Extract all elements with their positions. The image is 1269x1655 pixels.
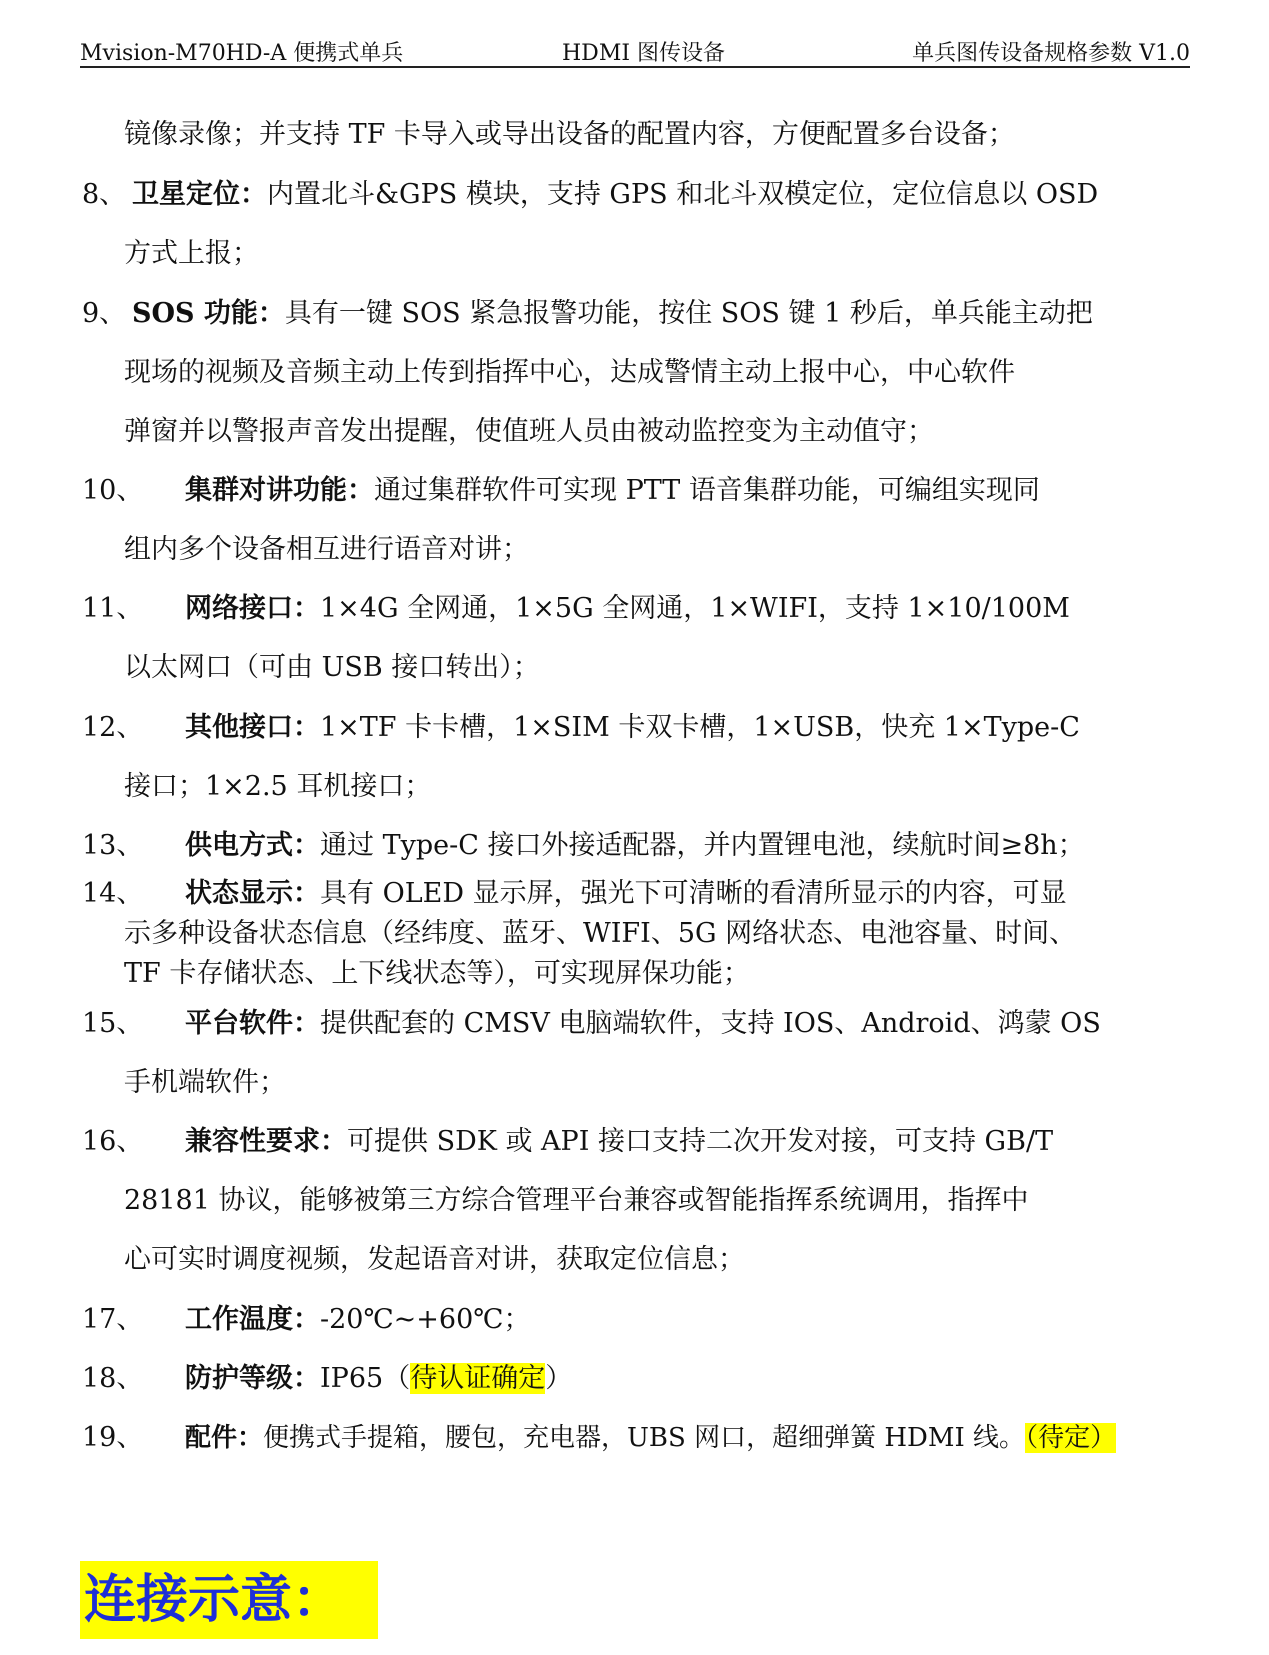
list-item-15 (185, 1006, 1101, 1042)
item-title: 状态显示： (185, 878, 320, 909)
item-number: 9、 (82, 298, 127, 329)
item-text: -20℃~+60℃； (320, 1304, 531, 1335)
item-text: 具有一键 SOS 紧急报警功能，按住 SOS 键 1 秒后，单兵能主动把 (284, 298, 1093, 329)
list-item-8 (132, 177, 1098, 213)
item-text: TF 卡存储状态、上下线状态等），可实现屏保功能； (124, 958, 750, 989)
item-text: 组内多个设备相互进行语音对讲； (124, 534, 529, 565)
list-item-17 (185, 1302, 531, 1338)
item-text: 以太网口（可由 USB 接口转出）； (124, 652, 540, 683)
item-text: 弹窗并以警报声音发出提醒，使值班人员由被动监控变为主动值守； (124, 416, 934, 447)
item-title: 配件： (185, 1423, 264, 1453)
item-text: 心可实时调度视频，发起语音对讲，获取定位信息； (124, 1244, 745, 1275)
item-text: 1×4G 全网通，1×5G 全网通，1×WIFI，支持 1×10/100M (320, 593, 1070, 624)
item-text: 28181 协议，能够被第三方综合管理平台兼容或智能指挥系统调用，指挥中 (124, 1185, 1029, 1216)
highlighted-text: （待定） (1025, 1423, 1117, 1453)
item-text: 提供配套的 CMSV 电脑端软件，支持 IOS、Android、鸿蒙 OS (320, 1008, 1101, 1039)
connect-heading: 连接示意： (80, 1561, 378, 1639)
item-title: 其他接口： (185, 712, 320, 743)
item-number: 10、 (82, 475, 144, 506)
item-text: 方式上报； (124, 238, 259, 269)
item-number: 12、 (82, 712, 144, 743)
list-item-13 (185, 828, 1085, 864)
item-text: 通过集群软件可实现 PTT 语音集群功能，可编组实现同 (374, 475, 1040, 506)
item-number: 18、 (82, 1363, 144, 1394)
list-item-10 (185, 473, 1040, 509)
item-text: 现场的视频及音频主动上传到指挥中心，达成警情主动上报中心，中心软件 (124, 357, 1015, 388)
header-right: 单兵图传设备规格参数 V1.0 (912, 41, 1190, 66)
item-text: 具有 OLED 显示屏，强光下可清晰的看清所显示的内容，可显 (320, 878, 1067, 909)
item-text: 通过 Type-C 接口外接适配器，并内置锂电池，续航时间≥8h； (320, 830, 1085, 861)
item-text: 手机端软件； (124, 1067, 286, 1098)
item-text: 内置北斗&GPS 模块，支持 GPS 和北斗双模定位，定位信息以 OSD (267, 179, 1099, 210)
item-number: 15、 (82, 1008, 144, 1039)
list-item-19 (185, 1420, 1116, 1456)
list-item-12 (185, 710, 1080, 746)
item-title: 卫星定位： (132, 179, 267, 210)
item-text: 便携式手提箱，腰包，充电器，UBS 网口，超细弹簧 HDMI 线。 (263, 1423, 1026, 1453)
header-center: HDMI 图传设备 (562, 41, 726, 66)
item-title: 网络接口： (185, 593, 320, 624)
page-header (80, 26, 1190, 68)
intro-line: 镜像录像；并支持 TF 卡导入或导出设备的配置内容，方便配置多台设备； (124, 119, 1015, 150)
header-left: Mvision-M70HD-A 便携式单兵 (80, 41, 404, 66)
item-text: 可提供 SDK 或 API 接口支持二次开发对接，可支持 GB/T (347, 1126, 1054, 1157)
item-number: 8、 (82, 179, 127, 210)
item-number: 11、 (82, 593, 144, 624)
item-title: 兼容性要求： (185, 1126, 347, 1157)
list-item-14 (185, 876, 1067, 912)
list-item-11 (185, 591, 1070, 627)
item-text: 示多种设备状态信息（经纬度、蓝牙、WIFI、5G 网络状态、电池容量、时间、 (124, 918, 1077, 949)
item-number: 17、 (82, 1304, 144, 1335)
item-title: 工作温度： (185, 1304, 320, 1335)
item-number: 19、 (82, 1422, 144, 1453)
list-item-16 (185, 1124, 1053, 1160)
item-number: 13、 (82, 830, 144, 861)
item-text: IP65（ (320, 1363, 411, 1394)
item-title: 防护等级： (185, 1363, 320, 1394)
item-number: 14、 (82, 878, 144, 909)
item-title: SOS 功能： (132, 298, 285, 329)
item-title: 集群对讲功能： (185, 475, 374, 506)
item-title: 平台软件： (185, 1008, 320, 1039)
item-title: 供电方式： (185, 830, 320, 861)
item-text: 接口；1×2.5 耳机接口； (124, 771, 432, 802)
item-number: 16、 (82, 1126, 144, 1157)
list-item-9 (132, 296, 1093, 332)
highlighted-text: 待认证确定 (410, 1363, 546, 1394)
item-text: ） (545, 1363, 573, 1394)
list-item-18 (185, 1361, 572, 1397)
item-text: 1×TF 卡卡槽，1×SIM 卡双卡槽，1×USB，快充 1×Type-C (320, 712, 1080, 743)
